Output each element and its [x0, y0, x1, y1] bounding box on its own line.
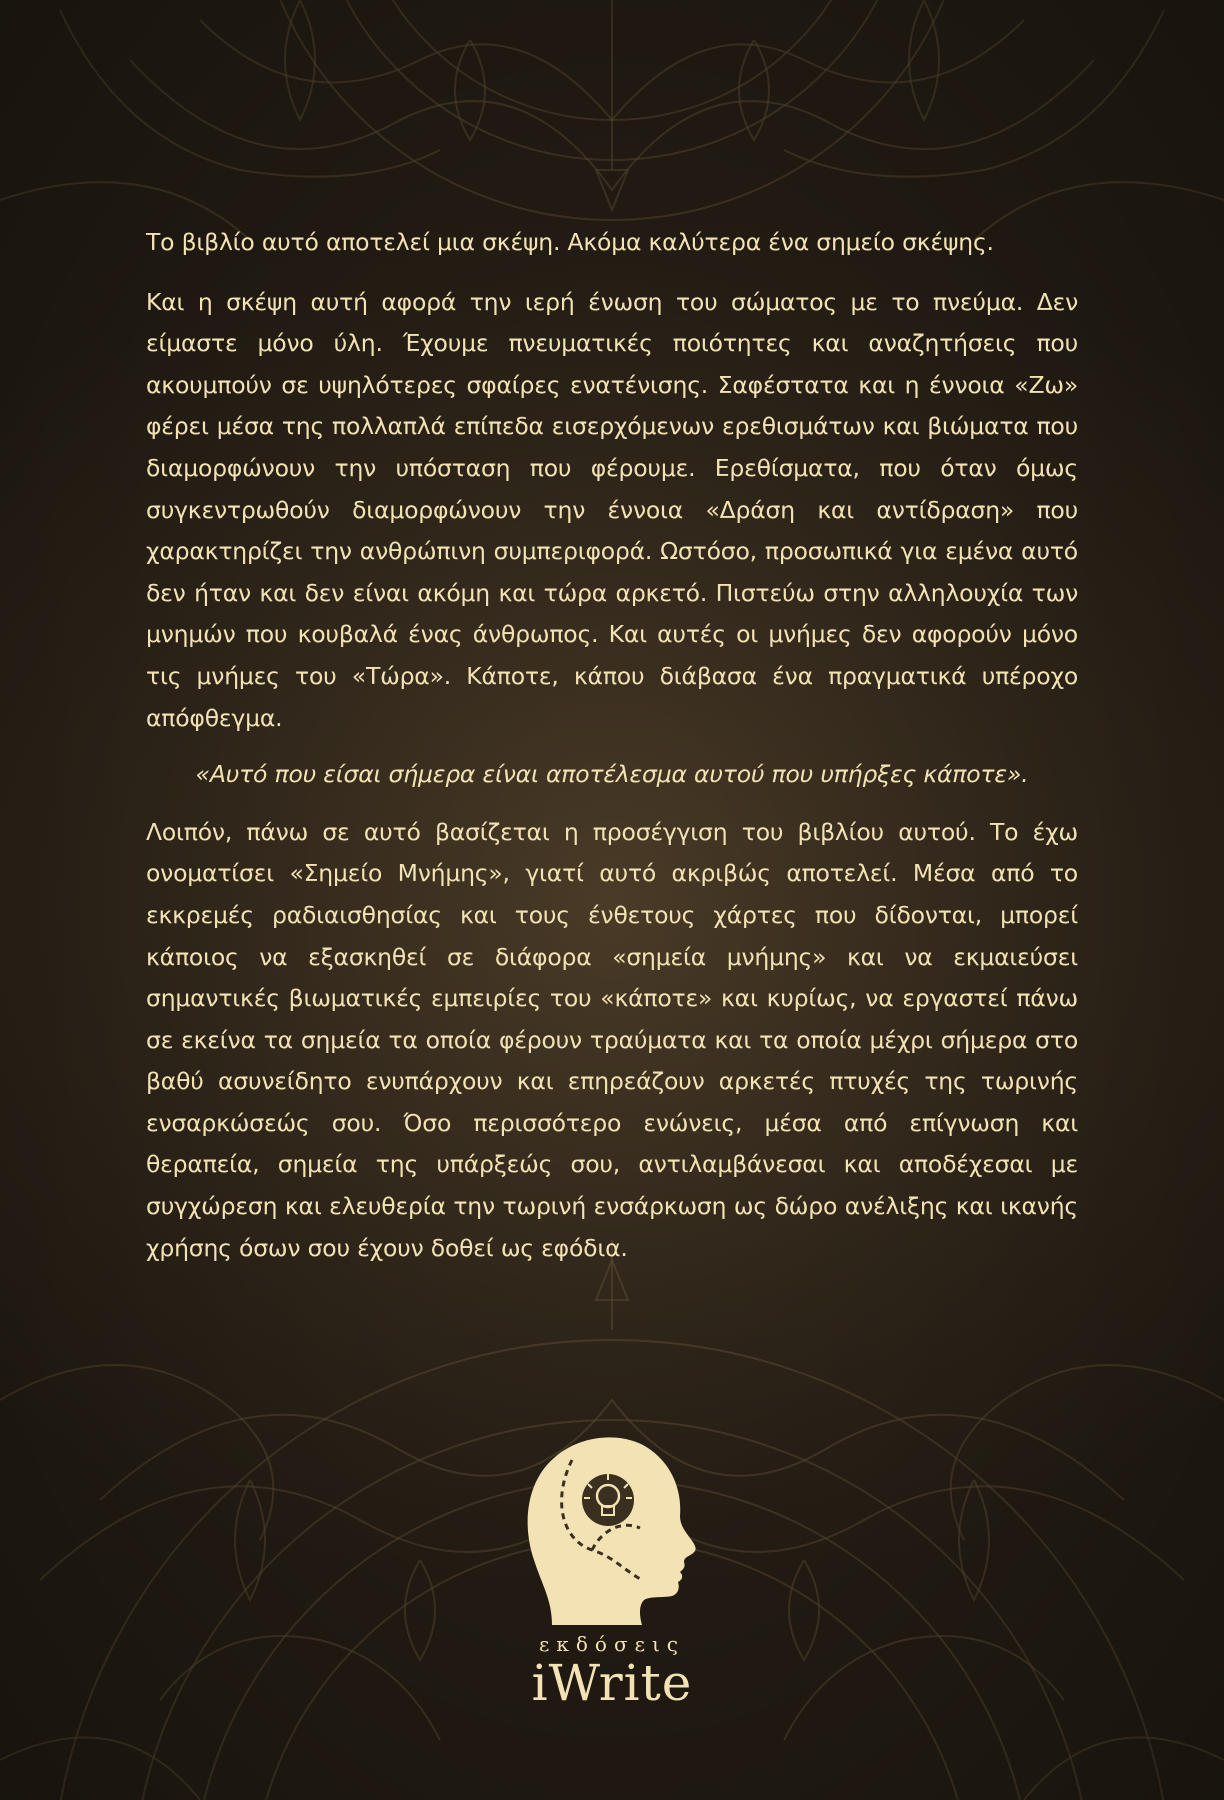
body-paragraph: Και η σκέψη αυτή αφορά την ιερή ένωση του σώματος με το πνεύμα. Δεν είμαστε μόνο ύλη. Έχουμε πνευματικές ποιότητες και αναζητήσεις που ακουμπούν σε υψηλότερες σφαίρες ενατένισης. Σαφέστατα και η έννοια «Ζω» φέρει μέσα της πολλαπλά επίπεδα εισερχόμενων ερεθισμάτων και βιώματα που διαμορφώνουν την υπόσταση που φέρουμε. Ερεθίσματα, που όταν όμως συγκεντρωθούν διαμορφώνουν την έννοια «Δράση και αντίδραση» που χαρακτηρίζει την ανθρώπινη συμπεριφορά. Ωστόσο, προσωπικά για εμένα αυτό δεν ήταν και δεν είναι ακόμη και τώρα αρκετό. Πιστεύω στην αλληλουχία των μνημών που κουβαλά ένας άνθρωπος. Και αυτές οι μνήμες δεν αφορούν μόνο τις μνήμες του «Τώρα». Κάποτε, κάπου διάβασα ένα πραγματικά υπέροχο απόφθεγμα. [146, 287, 1078, 732]
body-paragraph: Λοιπόν, πάνω σε αυτό βασίζεται η προσέγγιση του βιβλίου αυτού. Το έχω ονοματίσει «Σημείο Μνήμης», γιατί αυτό ακριβώς αποτελεί. Μέσα από το εκκρεμές ραδιαισθησίας και τους ένθετους χάρτες που δίδονται, μπορεί κάποιος να εξασκηθεί σε διάφορα «σημεία μνήμης» και να εκμαιεύσει σημαντικές βιωματικές εμπειρίες του «κάποτε» και κυρίως, να εργαστεί πάνω σε εκείνα τα σημεία τα οποία φέρουν τραύματα και τα οποία μέχρι σήμερα στο βαθύ ασυνείδητο ενυπάρχουν και επηρεάζουν αρκετές πτυχές της τωρινής ενσαρκώσεώς σου. Όσο περισσότερο ενώνεις, μέσα από επίγνωση και θεραπεία, σημεία της υπάρξεώς σου, αντιλαμβάνεσαι και αποδέχεσαι με συγχώρεση και ελευθερία την τωρινή ενσάρκωση ως δώρο ανέλιξης και ικανής χρήσης όσων σου έχουν δοθεί ως εφόδια. [146, 817, 1078, 1262]
intro-paragraph: Το βιβλίο αυτό αποτελεί μια σκέψη. Ακόμα καλύτερα ένα σημείο σκέψης. [146, 228, 994, 256]
publisher-name: iWrite [531, 1654, 693, 1712]
back-cover-text [146, 222, 1078, 1284]
quote-paragraph: «Αυτό που είσαι σήμερα είναι αποτέλεσμα αυτού που υπήρξες κάποτε». [195, 760, 1029, 789]
publisher-label: εκδόσεις [539, 1632, 685, 1656]
